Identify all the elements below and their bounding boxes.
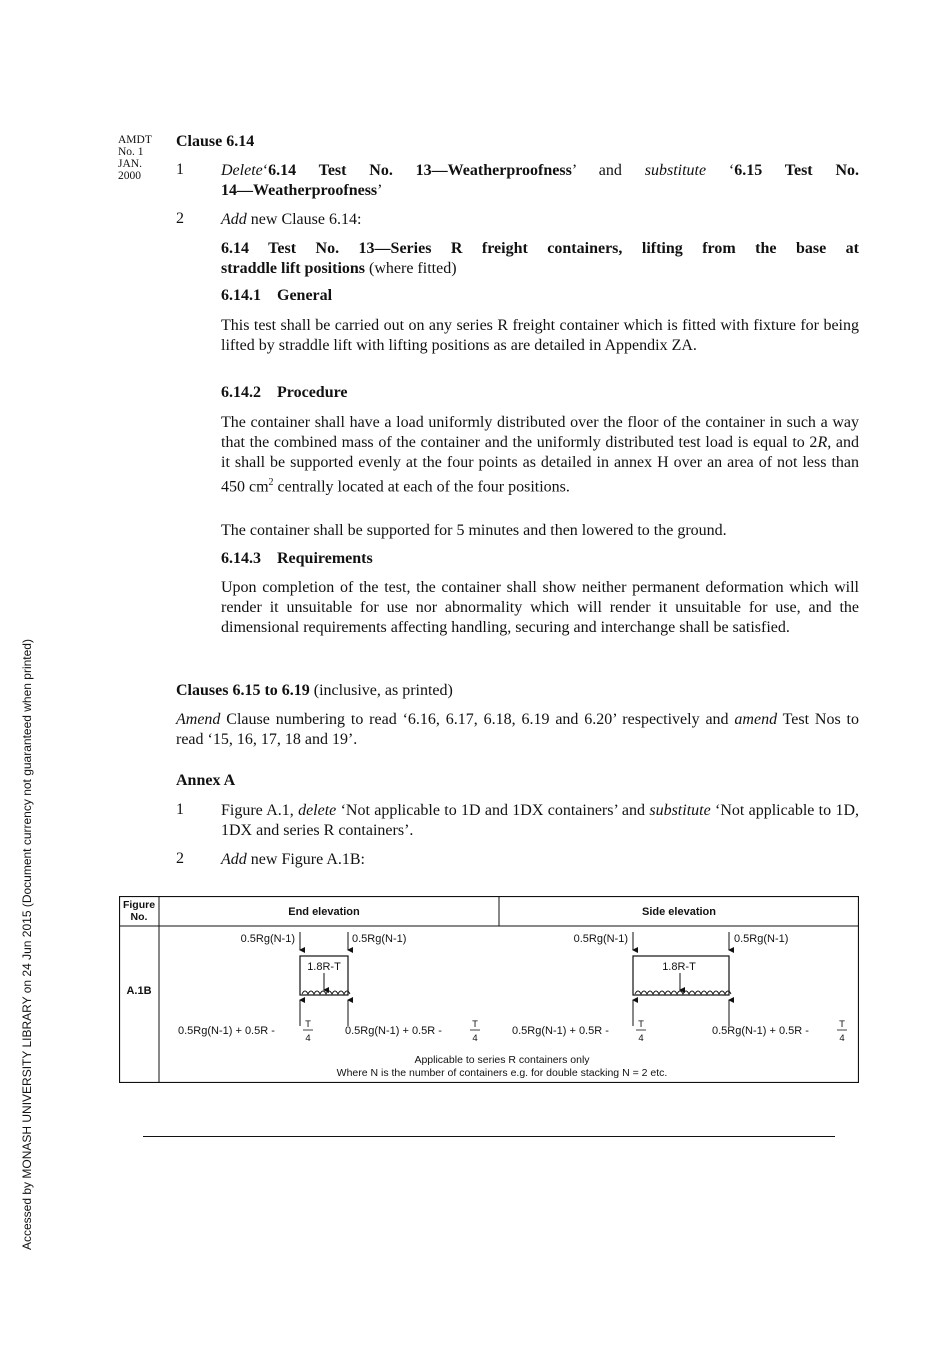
load-label-top-left: 0.5Rg(N-1) [573,933,628,945]
old-title: 6.14 Test No. 13—Weatherproofness [268,162,572,179]
load-label-bottom-left: 0.5Rg(N-1) + 0.5R - [512,1025,609,1037]
clauses-615-heading: Clauses 6.15 to 6.19 (inclusive, as printed) [176,682,453,699]
section-general-heading: 6.14.1 General [221,287,333,304]
annex-a-item-2: Add new Figure A.1B: [221,851,365,868]
load-label-top-right: 0.5Rg(N-1) [352,933,407,945]
side-elevation-diagram [512,932,847,1044]
load-label-bottom-left: 0.5Rg(N-1) + 0.5R - [178,1025,275,1037]
amendment-label: AMDT [118,134,152,146]
item-number: 1 [176,161,184,178]
side-elevation-header: Side elevation [642,906,716,918]
figure-a1b [119,896,859,1083]
item-number: 2 [176,850,184,867]
item-number: 2 [176,210,184,227]
section-requirements-text: Upon completion of the test, the container shall show neither permanent deformation which will render it unsuitable for use nor abnormality which will render it unsuitable for use, and the dimensional requirements affecting handling, securing and interchange shall be satisfied. [221,579,859,636]
load-label-bottom-right: 0.5Rg(N-1) + 0.5R - [345,1025,442,1037]
item-number: 1 [176,801,184,818]
end-elevation-header: End elevation [288,906,360,918]
svg-text:4: 4 [839,1033,845,1044]
amendment-month: JAN. [118,158,142,170]
new-title-part-1: 6.15 Test No. [734,162,860,179]
section-procedure-text-2: The container shall be supported for 5 minutes and then lowered to the ground. [221,522,727,539]
svg-text:T: T [472,1019,478,1030]
amendment-number: No. 1 [118,146,144,158]
load-label-bottom-right: 0.5Rg(N-1) + 0.5R - [712,1025,809,1037]
svg-text:T: T [638,1019,644,1030]
delete-verb: Delete [221,162,263,179]
figure-number: A.1B [126,985,152,997]
figure-note-1: Applicable to series R containers only [414,1054,590,1066]
figure-col-label-2: No. [130,911,148,923]
figure-note-2: Where N is the number of containers e.g. for double stacking N = 2 etc. [336,1067,668,1079]
svg-text:4: 4 [638,1033,644,1044]
svg-text:4: 4 [305,1033,311,1044]
clause-614-item-1: Delete‘6.14 Test No. 13—Weatherproofness’ and substitute ‘6.15 Test No. 14—Weatherproofness’ [221,162,860,199]
clauses-615-text: Amend Clause numbering to read ‘6.16, 6.17, 6.18, 6.19 and 6.20’ respectively and amend Test Nos to read ‘15, 16, 17, 18 and 19’. [176,711,860,748]
load-label-top-left: 0.5Rg(N-1) [240,933,295,945]
section-general-text: This test shall be carried out on any series R freight container which is fitted with fixture for being lifted by straddle lift with lifting positions as are detailed in Appendix ZA. [221,317,859,354]
access-sidebar-text: Accessed by MONASH UNIVERSITY LIBRARY on 24 Jun 2015 (Document currency not guaranteed when printed) [20,639,34,1250]
svg-text:T: T [839,1019,845,1030]
add-verb: Add [221,211,247,228]
amendment-note [118,134,168,182]
svg-text:T: T [305,1019,311,1030]
clause-614-item-2: Add new Clause 6.14: [221,211,362,228]
annex-a-heading: Annex A [176,772,236,789]
svg-text:4: 4 [472,1033,478,1044]
annex-a-item-1: Figure A.1, delete ‘Not applicable to 1D and 1DX containers’ and substitute ‘Not applicable to 1D, 1DX and series R containers’. [221,802,859,839]
clause-614-heading: Clause 6.14 [176,133,255,150]
section-requirements-heading: 6.14.3 Requirements [221,550,373,567]
side-inner-label: 1.8R-T [662,961,696,973]
end-elevation-diagram [178,932,480,1044]
footer-rule [143,1136,835,1137]
amendment-year: 2000 [118,170,141,182]
figure-col-label-1: Figure [122,899,156,911]
new-clause-title: 6.14 Test No. 13—Series R freight containers, lifting from the base at straddle lift positions (where fitted) [221,240,859,277]
new-title-part-2: 14—Weatherproofness [221,182,378,199]
section-procedure-heading: 6.14.2 Procedure [221,384,348,401]
section-procedure-text: The container shall have a load uniformly distributed over the floor of the container in such a way that the combined mass of the container and the uniformly distributed test load is equal to 2R, and it shall be supported evenly at the four points as detailed in annex H over an area of not less than 450 $cm^2$ centrally located at each of the four positions. [221,414,859,496]
substitute-verb: substitute [644,162,707,179]
end-inner-label: 1.8R-T [307,961,341,973]
load-label-top-right: 0.5Rg(N-1) [734,933,789,945]
